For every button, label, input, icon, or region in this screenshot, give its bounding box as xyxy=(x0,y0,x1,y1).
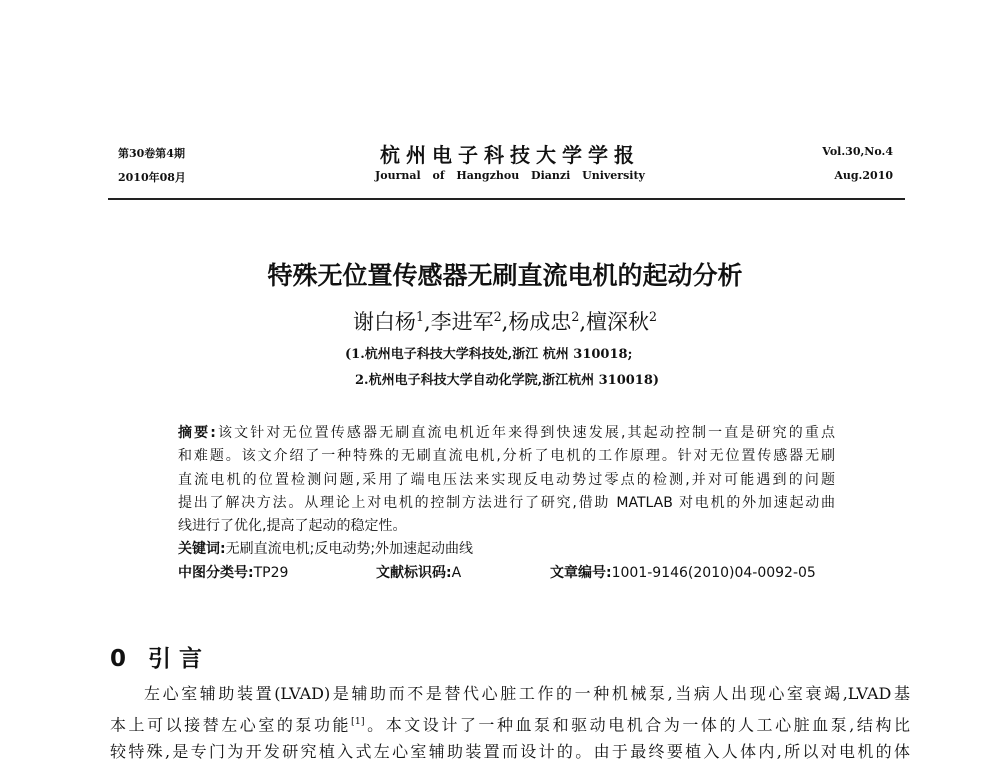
body-line: 左心室辅助装置(LVAD)是辅助而不是替代心脏工作的一种机械泵,当病人出现心室衰竭,LVAD基 xyxy=(144,684,910,703)
document-code: 文献标识码:A xyxy=(376,564,462,581)
abstract-label: 摘要: xyxy=(178,425,216,441)
date-cn: 2010年08月 xyxy=(118,171,186,184)
author: 檀深秋$^2$ xyxy=(586,309,658,334)
header-rule xyxy=(108,198,905,200)
section-body xyxy=(110,680,910,766)
citation[interactable]: [1] xyxy=(351,715,365,727)
clc: 中图分类号:TP29 xyxy=(178,564,289,581)
body-line: 较特殊,是专门为开发研究植入式左心室辅助装置而设计的。由于最终要植入人体内,所以对电机的体 xyxy=(110,742,910,762)
abstract xyxy=(178,422,835,586)
abstract-line: 提出了解决方法。从理论上对电机的控制方法进行了研究,借助 MATLAB 对电机的外加速起动曲 xyxy=(178,494,835,511)
keywords: 关键词:无刷直流电机;反电动势;外加速起动曲线 xyxy=(178,541,474,558)
article-title: 特殊无位置传感器无刷直流电机的起动分析 xyxy=(267,261,743,290)
affiliation-2: 2.杭州电子科技大学自动化学院,浙江杭州 310018) xyxy=(355,373,660,388)
section-number: 0 xyxy=(110,646,127,672)
volume-issue-en: Vol.30,No.4 xyxy=(822,145,893,158)
classification-row xyxy=(178,562,835,586)
section-heading xyxy=(110,640,202,673)
author: 李进军$^2$, xyxy=(430,309,509,334)
author: 谢白杨$^1$, xyxy=(352,309,431,334)
date-en: Aug.2010 xyxy=(834,169,893,182)
abstract-line: 直流电机的位置检测问题,采用了端电压法来实现反电动势过零点的检测,并对可能遇到的问题 xyxy=(178,471,835,488)
author-list xyxy=(200,306,810,336)
abstract-line: 线进行了优化,提高了起动的稳定性。 xyxy=(178,518,407,535)
abstract-line: 摘要:该文针对无位置传感器无刷直流电机近年来得到快速发展,其起动控制一直是研究的重点 xyxy=(178,425,835,441)
section-title: 引 言 xyxy=(148,646,203,672)
author: 杨成忠$^2$, xyxy=(508,309,587,334)
abstract-line: 和难题。该文介绍了一种特殊的无刷直流电机,分析了电机的工作原理。针对无位置传感器无刷 xyxy=(178,448,835,465)
body-line: 本上可以接替左心室的泵功能[1]。本文设计了一种血泵和驱动电机合为一体的人工心脏血泵,结构比 xyxy=(110,714,910,734)
affiliation-1: (1.杭州电子科技大学科技处,浙江 杭州 310018; xyxy=(345,347,633,362)
journal-title-en: Journal of Hangzhou Dianzi University xyxy=(375,169,645,182)
journal-title-cn: 杭州电子科技大学学报 xyxy=(380,143,640,167)
article-number: 文章编号:1001-9146(2010)04-0092-05 xyxy=(550,564,816,581)
volume-issue-cn: 第30卷第4期 xyxy=(118,147,185,160)
